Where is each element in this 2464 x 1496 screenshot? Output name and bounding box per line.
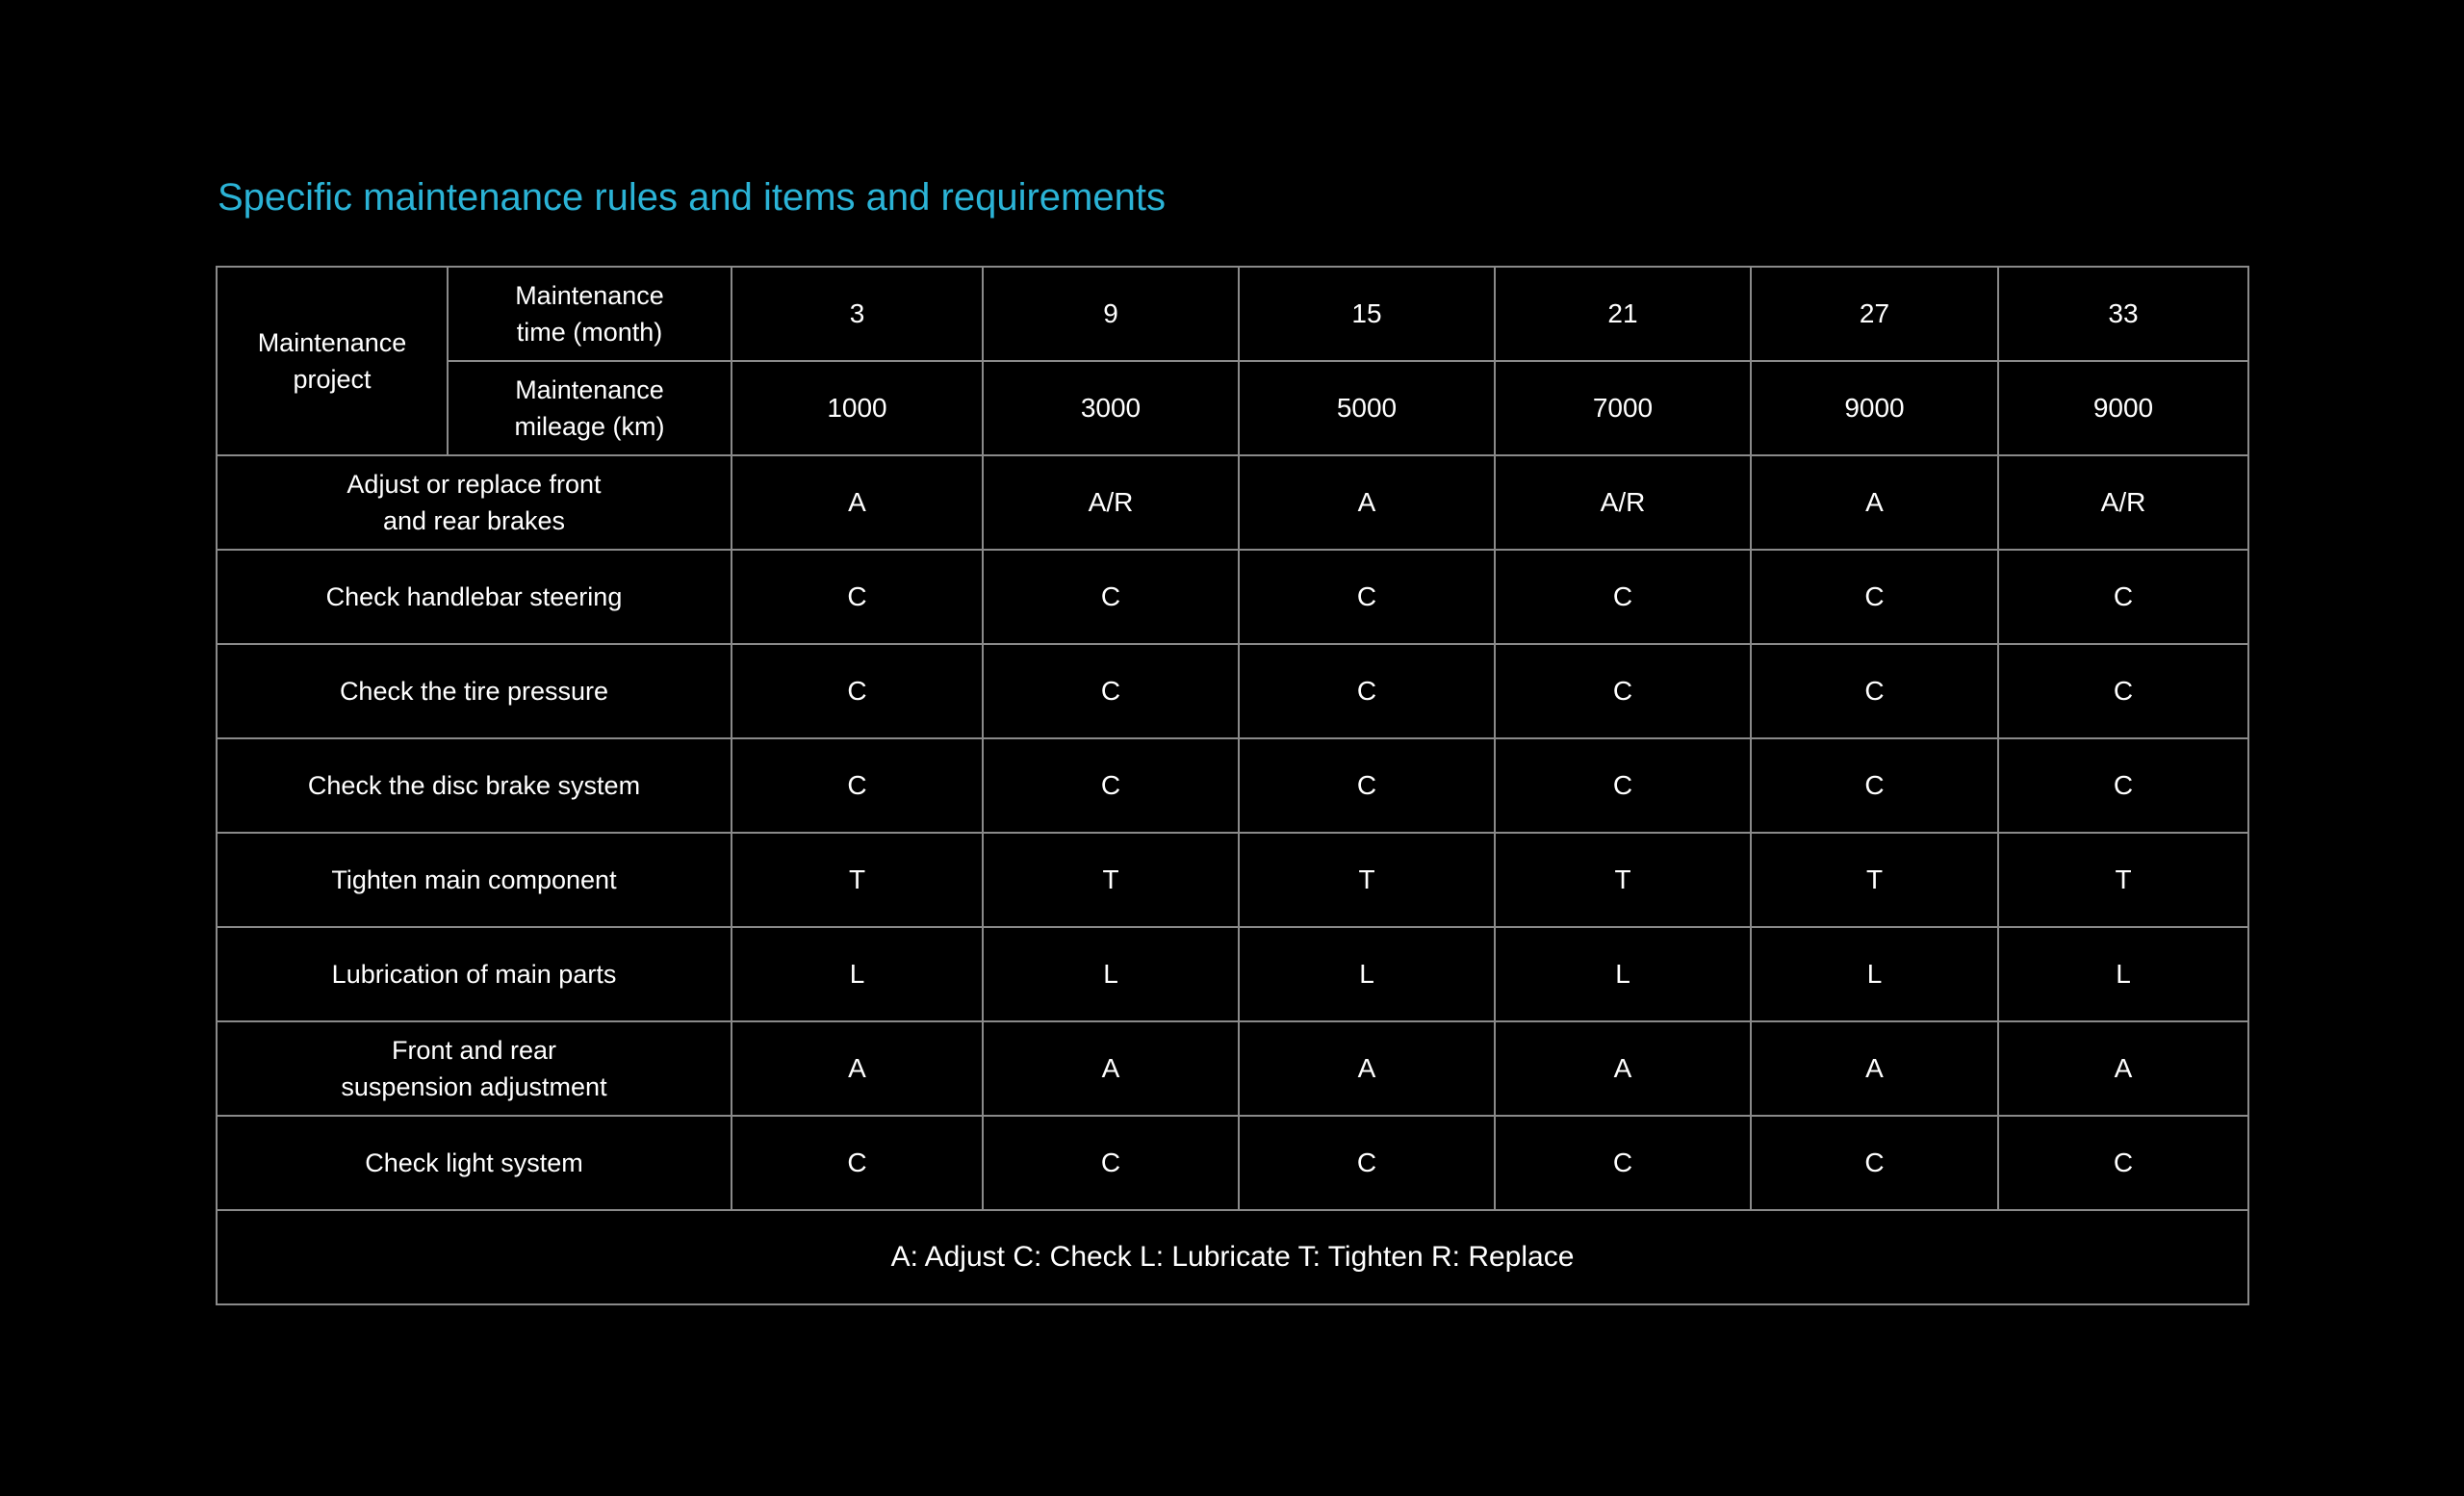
value-cell: C — [1998, 644, 2248, 738]
item-label — [217, 550, 732, 644]
month-cell: 33 — [1998, 267, 2248, 361]
table-row — [217, 455, 2248, 550]
value-cell: C — [983, 644, 1239, 738]
value-cell: C — [732, 644, 983, 738]
item-text-line: suspension adjustment — [341, 1072, 607, 1101]
value-cell: C — [1495, 550, 1751, 644]
item-label — [217, 455, 732, 550]
header-text-line: Maintenance — [257, 328, 407, 357]
item-label — [217, 833, 732, 927]
value-cell: L — [1998, 927, 2248, 1021]
value-cell: C — [983, 1116, 1239, 1210]
table-row — [217, 927, 2248, 1021]
value-cell: A — [732, 455, 983, 550]
maintenance-time-header — [448, 267, 732, 361]
value-cell: L — [983, 927, 1239, 1021]
value-cell: L — [1495, 927, 1751, 1021]
value-cell: C — [732, 738, 983, 833]
value-cell: A — [732, 1021, 983, 1116]
value-cell: A/R — [1495, 455, 1751, 550]
header-row-time — [217, 267, 2248, 361]
item-text-line: Check the tire pressure — [339, 677, 609, 706]
value-cell: C — [1239, 1116, 1495, 1210]
value-cell: C — [1495, 738, 1751, 833]
value-cell: A — [1495, 1021, 1751, 1116]
value-cell: C — [1998, 1116, 2248, 1210]
table-row — [217, 1021, 2248, 1116]
header-text-line: Maintenance — [515, 281, 664, 310]
value-cell: C — [983, 738, 1239, 833]
value-cell: A/R — [1998, 455, 2248, 550]
header-text-line: mileage (km) — [514, 412, 665, 441]
table-row — [217, 1116, 2248, 1210]
maintenance-mileage-header — [448, 361, 732, 455]
value-cell: T — [1751, 833, 1998, 927]
value-cell: C — [1751, 738, 1998, 833]
item-text-line: Adjust or replace front — [346, 470, 602, 499]
value-cell: L — [1239, 927, 1495, 1021]
item-label — [217, 738, 732, 833]
value-cell: C — [732, 1116, 983, 1210]
mileage-cell: 3000 — [983, 361, 1239, 455]
header-text-line: Maintenance — [515, 375, 664, 404]
value-cell: A — [1751, 455, 1998, 550]
item-text-line: Check light system — [365, 1148, 583, 1177]
mileage-cell: 9000 — [1998, 361, 2248, 455]
legend-row — [217, 1210, 2248, 1304]
mileage-cell: 1000 — [732, 361, 983, 455]
value-cell: T — [983, 833, 1239, 927]
table-row — [217, 738, 2248, 833]
value-cell: C — [1239, 550, 1495, 644]
month-cell: 21 — [1495, 267, 1751, 361]
table-row — [217, 833, 2248, 927]
mileage-cell: 9000 — [1751, 361, 1998, 455]
value-cell: T — [1998, 833, 2248, 927]
table-row — [217, 644, 2248, 738]
value-cell: L — [732, 927, 983, 1021]
month-cell: 27 — [1751, 267, 1998, 361]
item-text-line: Tighten main component — [331, 865, 617, 894]
month-cell: 15 — [1239, 267, 1495, 361]
value-cell: C — [1239, 644, 1495, 738]
item-text-line: and rear brakes — [382, 506, 566, 535]
value-cell: T — [1495, 833, 1751, 927]
value-cell: A — [1751, 1021, 1998, 1116]
value-cell: T — [1239, 833, 1495, 927]
page-title: Specific maintenance rules and items and requirements — [218, 176, 1166, 219]
value-cell: C — [1239, 738, 1495, 833]
value-cell: C — [1998, 738, 2248, 833]
maintenance-project-header — [217, 267, 448, 455]
table-row — [217, 550, 2248, 644]
value-cell: A/R — [983, 455, 1239, 550]
value-cell: C — [1495, 1116, 1751, 1210]
item-label — [217, 1116, 732, 1210]
item-text-line: Check the disc brake system — [307, 771, 641, 800]
value-cell: C — [1998, 550, 2248, 644]
header-row-mileage — [217, 361, 2248, 455]
item-label — [217, 927, 732, 1021]
item-label — [217, 644, 732, 738]
item-text-line: Front and rear — [391, 1036, 557, 1065]
mileage-cell: 5000 — [1239, 361, 1495, 455]
header-text-line: time (month) — [516, 318, 663, 347]
value-cell: C — [1751, 1116, 1998, 1210]
value-cell: C — [983, 550, 1239, 644]
value-cell: C — [1751, 550, 1998, 644]
item-text-line: Check handlebar steering — [325, 582, 623, 611]
item-text-line: Lubrication of main parts — [331, 960, 617, 989]
value-cell: C — [1751, 644, 1998, 738]
value-cell: C — [1495, 644, 1751, 738]
value-cell: A — [1239, 455, 1495, 550]
month-cell: 9 — [983, 267, 1239, 361]
value-cell: C — [732, 550, 983, 644]
header-text-line: project — [293, 365, 372, 394]
month-cell: 3 — [732, 267, 983, 361]
maintenance-table — [216, 266, 2249, 1305]
legend: A: Adjust C: Check L: Lubricate T: Tighten R: Replace — [217, 1210, 2248, 1304]
value-cell: A — [1998, 1021, 2248, 1116]
value-cell: A — [983, 1021, 1239, 1116]
value-cell: T — [732, 833, 983, 927]
value-cell: L — [1751, 927, 1998, 1021]
mileage-cell: 7000 — [1495, 361, 1751, 455]
value-cell: A — [1239, 1021, 1495, 1116]
item-label — [217, 1021, 732, 1116]
